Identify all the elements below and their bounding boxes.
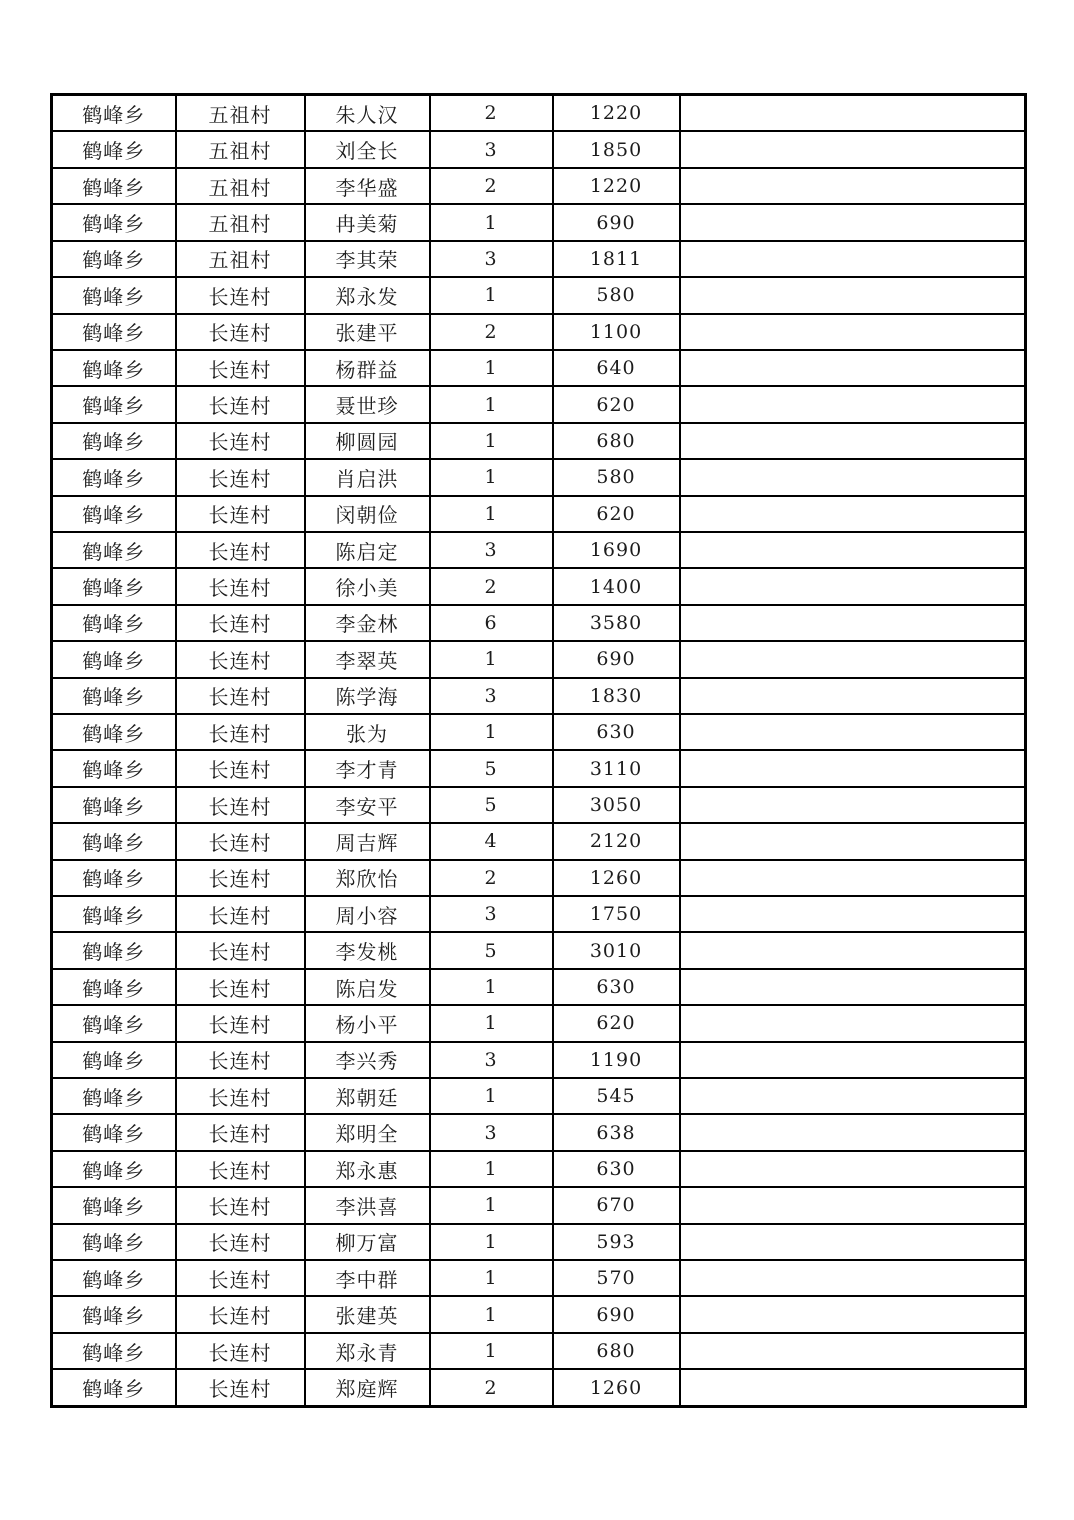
cell-village: 五祖村 (176, 204, 305, 240)
cell-note (680, 1296, 1026, 1332)
cell-name: 杨小平 (305, 1005, 430, 1041)
cell-township: 鹤峰乡 (52, 423, 176, 459)
cell-count: 3 (430, 678, 553, 714)
cell-village: 长连村 (176, 350, 305, 386)
cell-village: 五祖村 (176, 168, 305, 204)
cell-village: 长连村 (176, 860, 305, 896)
cell-amount: 1400 (553, 568, 680, 604)
cell-village: 长连村 (176, 1078, 305, 1114)
cell-note (680, 714, 1026, 750)
cell-name: 闵朝俭 (305, 496, 430, 532)
cell-township: 鹤峰乡 (52, 277, 176, 313)
cell-township: 鹤峰乡 (52, 350, 176, 386)
cell-amount: 1260 (553, 1369, 680, 1406)
cell-note (680, 932, 1026, 968)
cell-note (680, 532, 1026, 568)
cell-count: 1 (430, 1224, 553, 1260)
cell-note (680, 423, 1026, 459)
cell-township: 鹤峰乡 (52, 896, 176, 932)
cell-name: 张为 (305, 714, 430, 750)
cell-township: 鹤峰乡 (52, 787, 176, 823)
cell-amount: 640 (553, 350, 680, 386)
cell-village: 五祖村 (176, 131, 305, 167)
cell-township: 鹤峰乡 (52, 241, 176, 277)
cell-count: 2 (430, 568, 553, 604)
cell-count: 1 (430, 1187, 553, 1223)
cell-note (680, 386, 1026, 422)
cell-count: 1 (430, 1260, 553, 1296)
cell-amount: 620 (553, 386, 680, 422)
cell-count: 1 (430, 1151, 553, 1187)
cell-note (680, 314, 1026, 350)
cell-name: 李才青 (305, 750, 430, 786)
cell-amount: 630 (553, 1151, 680, 1187)
table-row (52, 1078, 1026, 1114)
cell-name: 肖启洪 (305, 459, 430, 495)
cell-township: 鹤峰乡 (52, 750, 176, 786)
table-row (52, 1296, 1026, 1332)
cell-village: 长连村 (176, 1114, 305, 1150)
cell-amount: 1220 (553, 95, 680, 132)
cell-village: 长连村 (176, 1224, 305, 1260)
subsidy-table (50, 93, 1027, 1408)
cell-note (680, 787, 1026, 823)
cell-township: 鹤峰乡 (52, 1260, 176, 1296)
cell-amount: 580 (553, 459, 680, 495)
table-row (52, 860, 1026, 896)
cell-name: 柳圆园 (305, 423, 430, 459)
cell-count: 3 (430, 131, 553, 167)
cell-village: 长连村 (176, 1151, 305, 1187)
cell-amount: 1100 (553, 314, 680, 350)
cell-name: 周吉辉 (305, 823, 430, 859)
cell-amount: 3050 (553, 787, 680, 823)
cell-village: 长连村 (176, 823, 305, 859)
table-row (52, 277, 1026, 313)
cell-note (680, 496, 1026, 532)
table-row (52, 532, 1026, 568)
cell-township: 鹤峰乡 (52, 1005, 176, 1041)
cell-township: 鹤峰乡 (52, 459, 176, 495)
cell-note (680, 568, 1026, 604)
table-row (52, 1260, 1026, 1296)
table-row (52, 131, 1026, 167)
cell-amount: 638 (553, 1114, 680, 1150)
table-row (52, 459, 1026, 495)
cell-amount: 1260 (553, 860, 680, 896)
cell-amount: 1811 (553, 241, 680, 277)
cell-count: 4 (430, 823, 553, 859)
cell-note (680, 896, 1026, 932)
cell-name: 郑明全 (305, 1114, 430, 1150)
cell-village: 长连村 (176, 459, 305, 495)
cell-township: 鹤峰乡 (52, 1224, 176, 1260)
cell-count: 3 (430, 1114, 553, 1150)
cell-name: 聂世珍 (305, 386, 430, 422)
table-row (52, 386, 1026, 422)
table-row (52, 787, 1026, 823)
cell-name: 周小容 (305, 896, 430, 932)
cell-count: 1 (430, 459, 553, 495)
cell-township: 鹤峰乡 (52, 969, 176, 1005)
cell-count: 1 (430, 496, 553, 532)
cell-amount: 1690 (553, 532, 680, 568)
table-row (52, 750, 1026, 786)
cell-name: 李兴秀 (305, 1042, 430, 1078)
cell-village: 长连村 (176, 568, 305, 604)
cell-name: 柳万富 (305, 1224, 430, 1260)
cell-note (680, 131, 1026, 167)
cell-amount: 570 (553, 1260, 680, 1296)
cell-village: 长连村 (176, 1005, 305, 1041)
table-row (52, 1042, 1026, 1078)
cell-name: 郑欣怡 (305, 860, 430, 896)
cell-amount: 1220 (553, 168, 680, 204)
cell-name: 冉美菊 (305, 204, 430, 240)
cell-count: 1 (430, 1333, 553, 1369)
cell-name: 杨群益 (305, 350, 430, 386)
cell-note (680, 1114, 1026, 1150)
cell-count: 1 (430, 1078, 553, 1114)
cell-name: 陈启定 (305, 532, 430, 568)
cell-township: 鹤峰乡 (52, 641, 176, 677)
cell-township: 鹤峰乡 (52, 932, 176, 968)
cell-township: 鹤峰乡 (52, 131, 176, 167)
table-row (52, 1187, 1026, 1223)
cell-township: 鹤峰乡 (52, 95, 176, 132)
table-row (52, 969, 1026, 1005)
cell-township: 鹤峰乡 (52, 1078, 176, 1114)
cell-count: 2 (430, 860, 553, 896)
cell-village: 长连村 (176, 1369, 305, 1406)
table-row (52, 1114, 1026, 1150)
cell-village: 长连村 (176, 1296, 305, 1332)
cell-amount: 2120 (553, 823, 680, 859)
table-row (52, 1151, 1026, 1187)
cell-village: 五祖村 (176, 95, 305, 132)
cell-amount: 630 (553, 969, 680, 1005)
cell-amount: 3580 (553, 605, 680, 641)
cell-count: 1 (430, 350, 553, 386)
cell-note (680, 1369, 1026, 1406)
cell-name: 陈启发 (305, 969, 430, 1005)
cell-village: 长连村 (176, 532, 305, 568)
cell-count: 1 (430, 386, 553, 422)
cell-village: 长连村 (176, 314, 305, 350)
cell-amount: 670 (553, 1187, 680, 1223)
cell-count: 1 (430, 1005, 553, 1041)
cell-note (680, 1078, 1026, 1114)
cell-count: 1 (430, 969, 553, 1005)
table-row (52, 1005, 1026, 1041)
table-row (52, 168, 1026, 204)
cell-township: 鹤峰乡 (52, 714, 176, 750)
cell-name: 张建平 (305, 314, 430, 350)
cell-name: 李翠英 (305, 641, 430, 677)
cell-count: 2 (430, 95, 553, 132)
cell-name: 郑永发 (305, 277, 430, 313)
cell-village: 长连村 (176, 1260, 305, 1296)
cell-village: 长连村 (176, 605, 305, 641)
cell-amount: 690 (553, 641, 680, 677)
cell-name: 李华盛 (305, 168, 430, 204)
cell-township: 鹤峰乡 (52, 1151, 176, 1187)
cell-township: 鹤峰乡 (52, 496, 176, 532)
cell-amount: 690 (553, 1296, 680, 1332)
table-row (52, 95, 1026, 132)
table-row (52, 823, 1026, 859)
cell-village: 长连村 (176, 932, 305, 968)
cell-amount: 690 (553, 204, 680, 240)
cell-count: 6 (430, 605, 553, 641)
cell-count: 1 (430, 714, 553, 750)
cell-name: 李中群 (305, 1260, 430, 1296)
cell-township: 鹤峰乡 (52, 314, 176, 350)
cell-note (680, 168, 1026, 204)
cell-amount: 620 (553, 496, 680, 532)
cell-count: 1 (430, 277, 553, 313)
table-row (52, 204, 1026, 240)
cell-name: 刘全长 (305, 131, 430, 167)
cell-note (680, 678, 1026, 714)
cell-name: 李安平 (305, 787, 430, 823)
cell-village: 长连村 (176, 1333, 305, 1369)
table-row (52, 678, 1026, 714)
cell-township: 鹤峰乡 (52, 860, 176, 896)
table-row (52, 932, 1026, 968)
cell-note (680, 1005, 1026, 1041)
cell-amount: 620 (553, 1005, 680, 1041)
cell-amount: 593 (553, 1224, 680, 1260)
cell-note (680, 204, 1026, 240)
cell-note (680, 459, 1026, 495)
table-row (52, 1224, 1026, 1260)
cell-name: 郑朝廷 (305, 1078, 430, 1114)
cell-village: 长连村 (176, 678, 305, 714)
cell-note (680, 969, 1026, 1005)
cell-name: 郑永惠 (305, 1151, 430, 1187)
cell-township: 鹤峰乡 (52, 1114, 176, 1150)
table-row (52, 350, 1026, 386)
cell-note (680, 1260, 1026, 1296)
cell-count: 3 (430, 532, 553, 568)
cell-count: 2 (430, 168, 553, 204)
cell-township: 鹤峰乡 (52, 386, 176, 422)
cell-village: 五祖村 (176, 241, 305, 277)
cell-note (680, 1224, 1026, 1260)
cell-village: 长连村 (176, 423, 305, 459)
cell-village: 长连村 (176, 277, 305, 313)
table-row (52, 1369, 1026, 1406)
cell-township: 鹤峰乡 (52, 1042, 176, 1078)
cell-note (680, 605, 1026, 641)
cell-village: 长连村 (176, 714, 305, 750)
cell-amount: 545 (553, 1078, 680, 1114)
table-row (52, 568, 1026, 604)
table-row (52, 241, 1026, 277)
cell-count: 3 (430, 1042, 553, 1078)
cell-amount: 680 (553, 423, 680, 459)
cell-village: 长连村 (176, 1042, 305, 1078)
cell-amount: 3110 (553, 750, 680, 786)
cell-village: 长连村 (176, 386, 305, 422)
cell-township: 鹤峰乡 (52, 568, 176, 604)
cell-village: 长连村 (176, 641, 305, 677)
cell-name: 徐小美 (305, 568, 430, 604)
table-row (52, 714, 1026, 750)
table-row (52, 896, 1026, 932)
cell-amount: 680 (553, 1333, 680, 1369)
cell-township: 鹤峰乡 (52, 1187, 176, 1223)
cell-name: 郑永青 (305, 1333, 430, 1369)
cell-count: 1 (430, 1296, 553, 1332)
cell-township: 鹤峰乡 (52, 204, 176, 240)
cell-count: 1 (430, 204, 553, 240)
table-row (52, 314, 1026, 350)
cell-village: 长连村 (176, 787, 305, 823)
table-row (52, 496, 1026, 532)
cell-note (680, 1151, 1026, 1187)
cell-count: 1 (430, 423, 553, 459)
cell-village: 长连村 (176, 1187, 305, 1223)
cell-note (680, 350, 1026, 386)
cell-name: 郑庭辉 (305, 1369, 430, 1406)
cell-count: 5 (430, 787, 553, 823)
cell-amount: 580 (553, 277, 680, 313)
cell-count: 5 (430, 750, 553, 786)
cell-count: 3 (430, 241, 553, 277)
cell-note (680, 1042, 1026, 1078)
cell-amount: 630 (553, 714, 680, 750)
table-row (52, 641, 1026, 677)
cell-village: 长连村 (176, 750, 305, 786)
cell-name: 李金林 (305, 605, 430, 641)
table-row (52, 605, 1026, 641)
cell-township: 鹤峰乡 (52, 532, 176, 568)
cell-name: 李发桃 (305, 932, 430, 968)
cell-village: 长连村 (176, 496, 305, 532)
cell-amount: 1850 (553, 131, 680, 167)
cell-township: 鹤峰乡 (52, 1333, 176, 1369)
cell-township: 鹤峰乡 (52, 168, 176, 204)
cell-township: 鹤峰乡 (52, 678, 176, 714)
cell-count: 2 (430, 314, 553, 350)
cell-count: 5 (430, 932, 553, 968)
table-row (52, 1333, 1026, 1369)
cell-name: 朱人汉 (305, 95, 430, 132)
cell-township: 鹤峰乡 (52, 605, 176, 641)
cell-name: 李其荣 (305, 241, 430, 277)
cell-village: 长连村 (176, 896, 305, 932)
cell-note (680, 1187, 1026, 1223)
cell-township: 鹤峰乡 (52, 823, 176, 859)
cell-note (680, 641, 1026, 677)
cell-count: 3 (430, 896, 553, 932)
cell-name: 李洪喜 (305, 1187, 430, 1223)
cell-count: 2 (430, 1369, 553, 1406)
cell-township: 鹤峰乡 (52, 1296, 176, 1332)
cell-village: 长连村 (176, 969, 305, 1005)
table-row (52, 423, 1026, 459)
cell-note (680, 750, 1026, 786)
cell-amount: 1830 (553, 678, 680, 714)
cell-amount: 1190 (553, 1042, 680, 1078)
cell-count: 1 (430, 641, 553, 677)
cell-amount: 1750 (553, 896, 680, 932)
cell-note (680, 860, 1026, 896)
cell-note (680, 95, 1026, 132)
table-body (52, 95, 1026, 1407)
cell-name: 陈学海 (305, 678, 430, 714)
cell-note (680, 1333, 1026, 1369)
cell-name: 张建英 (305, 1296, 430, 1332)
cell-township: 鹤峰乡 (52, 1369, 176, 1406)
cell-note (680, 241, 1026, 277)
cell-note (680, 277, 1026, 313)
cell-note (680, 823, 1026, 859)
cell-amount: 3010 (553, 932, 680, 968)
